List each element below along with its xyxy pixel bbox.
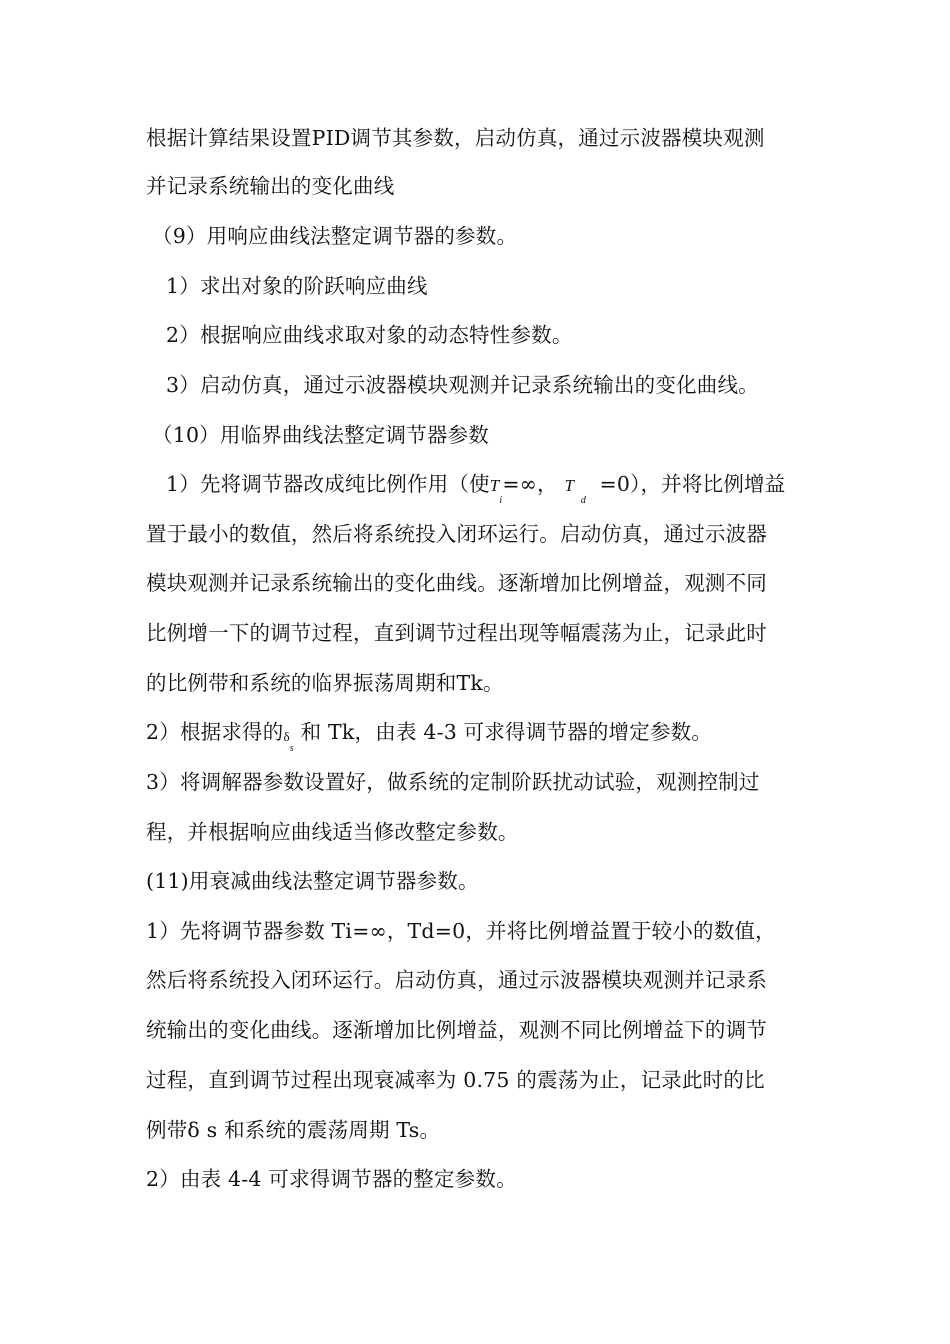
list-item [166,470,786,506]
math-subscript: d [580,495,587,506]
text-fragment: =0），并将比例增益 [599,472,786,496]
text-line: 程，并根据响应曲线适当修改整定参数。 [146,820,519,844]
list-item: 3）启动仿真，通过示波器模块观测并记录系统输出的变化曲线。 [166,373,759,397]
text-fragment: =∞， [502,472,558,496]
math-symbol: T [564,476,575,495]
text-line: 然后将系统投入闭环运行。启动仿真，通过示波器模块观测并记录系 [146,968,767,992]
math-symbol: δ [283,729,290,744]
text-line: 并记录系统输出的变化曲线 [146,174,395,198]
text-line: 置于最小的数值，然后将系统投入闭环运行。启动仿真，通过示波器 [146,522,767,546]
section-heading: （9）用响应曲线法整定调节器的参数。 [152,224,518,248]
text-fragment: 1）先将调节器改成纯比例作用（使 [166,472,490,496]
list-item: 2）根据响应曲线求取对象的动态特性参数。 [166,323,573,347]
text-line: 根据计算结果设置PID调节其参数，启动仿真，通过示波器模块观测 [146,126,765,150]
text-line: 例带δ s 和系统的震荡周期 Ts。 [146,1118,441,1142]
math-subscript: s [289,743,294,754]
section-heading: （10）用临界曲线法整定调节器参数 [152,423,489,447]
text-fragment: 2）根据求得的 [146,720,284,744]
list-item: 3）将调解器参数设置好，做系统的定制阶跃扰动试验，观测控制过 [146,770,760,794]
math-symbol: T [489,476,500,495]
section-heading: (11)用衰减曲线法整定调节器参数。 [146,869,479,893]
text-line: 比例增一下的调节过程，直到调节过程出现等幅震荡为止，记录此时 [146,621,767,645]
text-fragment: 和 Tk，由表 4-3 可求得调节器的增定参数。 [300,720,713,744]
list-item: 2）由表 4-4 可求得调节器的整定参数。 [146,1167,517,1191]
text-line: 模块观测并记录系统输出的变化曲线。逐渐增加比例增益，观测不同 [146,571,767,595]
list-item: 1）先将调节器参数 Ti=∞，Td=0，并将比例增益置于较小的数值， [146,919,776,943]
list-item: 1）求出对象的阶跃响应曲线 [166,274,428,298]
text-line: 的比例带和系统的临界振荡周期和Tk。 [146,671,504,695]
text-line: 过程，直到调节过程出现衰减率为 0.75 的震荡为止，记录此时的比 [146,1068,765,1092]
math-subscript: i [499,495,503,506]
text-line: 统输出的变化曲线。逐渐增加比例增益，观测不同比例增益下的调节 [146,1018,767,1042]
list-item [146,718,713,754]
